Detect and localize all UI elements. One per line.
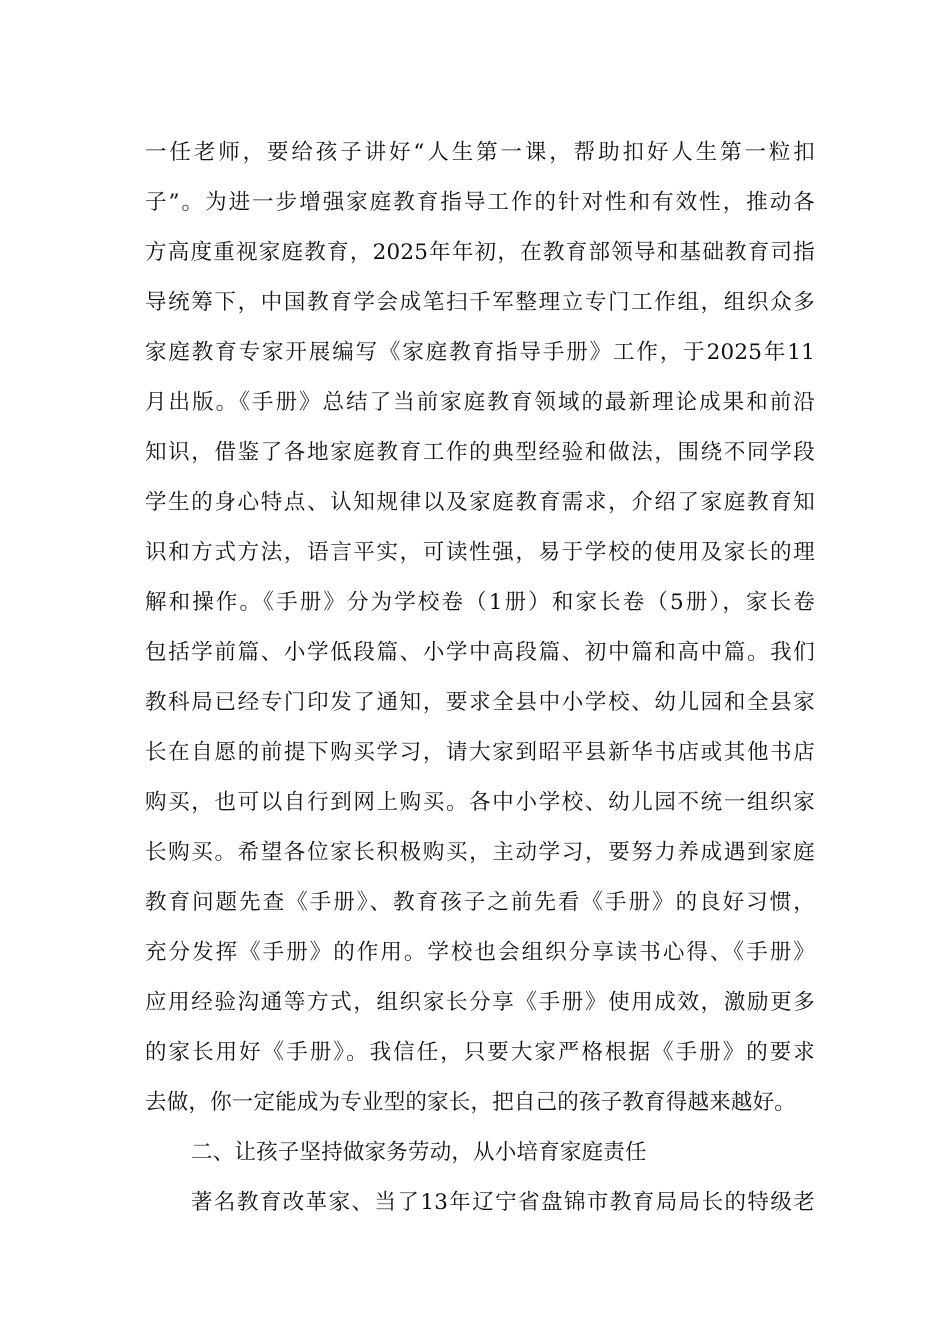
body-text-line: 包括学前篇、小学低段篇、小学中高段篇、初中篇和高中篇。我们 bbox=[145, 640, 815, 665]
body-text-line: 长在自愿的前提下购买学习，请大家到昭平县新华书店或其他书店 bbox=[145, 740, 815, 765]
body-text-line: 子”。为进一步增强家庭教育指导工作的针对性和有效性，推动各 bbox=[145, 190, 815, 215]
body-text-line: 教科局已经专门印发了通知，要求全县中小学校、幼儿园和全县家 bbox=[145, 690, 815, 715]
body-text-line: 著名教育改革家、当了13年辽宁省盘锦市教育局局长的特级老 bbox=[191, 1190, 815, 1215]
body-text-line: 去做，你一定能成为专业型的家长，把自己的孩子教育得越来越好。 bbox=[145, 1090, 797, 1115]
body-text-line: 学生的身心特点、认知规律以及家庭教育需求，介绍了家庭教育知 bbox=[145, 490, 815, 515]
body-text-line: 的家长用好《手册》。我信任，只要大家严格根据《手册》的要求 bbox=[145, 1040, 815, 1065]
body-text-line: 月出版。《手册》总结了当前家庭教育领域的最新理论成果和前沿 bbox=[145, 390, 815, 415]
body-text-line: 导统筹下，中国教育学会成笔扫千军整理立专门工作组，组织众多 bbox=[145, 290, 815, 315]
body-text-line: 方高度重视家庭教育，2025年年初，在教育部领导和基础教育司指 bbox=[145, 240, 815, 265]
body-text-line: 一任老师，要给孩子讲好“人生第一课，帮助扣好人生第一粒扣 bbox=[145, 140, 815, 165]
body-text-line: 家庭教育专家开展编写《家庭教育指导手册》工作，于2025年11 bbox=[145, 340, 815, 365]
body-text-line: 应用经验沟通等方式，组织家长分享《手册》使用成效，激励更多 bbox=[145, 990, 815, 1015]
body-text-line: 长购买。希望各位家长积极购买，主动学习，要努力养成遇到家庭 bbox=[145, 840, 815, 865]
body-text-line: 识和方式方法，语言平实，可读性强，易于学校的使用及家长的理 bbox=[145, 540, 815, 565]
section-heading: 二、让孩子坚持做家务劳动，从小培育家庭责任 bbox=[191, 1140, 647, 1165]
body-text-line: 充分发挥《手册》的作用。学校也会组织分享读书心得、《手册》 bbox=[145, 940, 815, 965]
body-text-line: 购买，也可以自行到网上购买。各中小学校、幼儿园不统一组织家 bbox=[145, 790, 815, 815]
body-text-line: 教育问题先查《手册》、教育孩子之前先看《手册》的良好习惯， bbox=[145, 890, 815, 915]
body-text-line: 知识，借鉴了各地家庭教育工作的典型经验和做法，围绕不同学段 bbox=[145, 440, 815, 465]
body-text-line: 解和操作。《手册》分为学校卷（1册）和家长卷（5册），家长卷 bbox=[145, 590, 815, 615]
